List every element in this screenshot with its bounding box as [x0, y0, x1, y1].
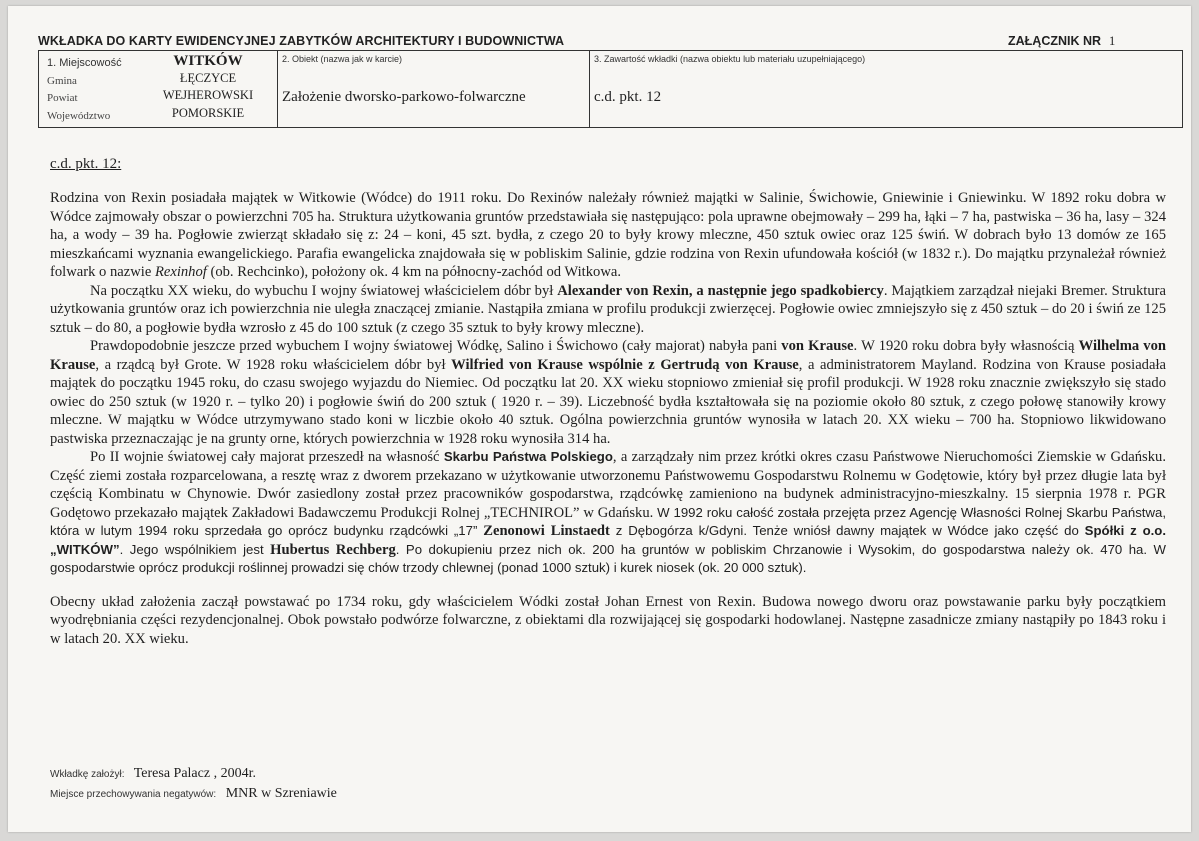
- locality-label: 1. Miejscowość: [47, 57, 122, 69]
- object-label: 2. Obiekt (nazwa jak w karcie): [282, 54, 403, 64]
- annex-label: [1008, 34, 1115, 49]
- annex-label-text: ZAŁĄCZNIK NR: [1008, 34, 1102, 48]
- annex-number: 1: [1109, 34, 1116, 48]
- section-reference: c.d. pkt. 12:: [50, 156, 122, 172]
- object-cell: [277, 51, 590, 127]
- p1-end: (ob. Rechcinko), położony ok. 4 km na północny-zachód od Witkowa.: [206, 264, 621, 280]
- p1-italic: Rexinhof: [154, 264, 207, 280]
- county-label: Powiat: [47, 92, 78, 104]
- p2-c: . Majątkiem zarządzał niejaki Bremer. Struktura użytkowania gruntów oraz ich powierzchnia nie uległa znaczącej zmianie. Nastąpiła zmiana w profilu produkcji zwierzęcej. Pogłowie owiec zmniejszyło się z 450 sztuk – do 20 i świń ze 125 sztuk – do 80, a pogłowie bydła wzrosło z 45 do 100 sztuk (z czego 35 sztuk to były krowy mleczne).: [50, 282, 1166, 336]
- p4-d: W 1992 roku całość została przejęta przez Agencję Własności Rolnej Skarbu Państwa, która w lutym 1994 roku sprzedała go oprócz budynku rządcówki „17”: [50, 504, 1166, 538]
- paragraph-1: [50, 189, 1166, 282]
- contents-cell: [590, 51, 1182, 127]
- p1-text: Rodzina von Rexin posiadała majątek w Witkowie (Wódce) do 1911 roku. Do Rexinów należały również majątki w Salinie, Świchowie, Gniewinie i Gniewinku. W 1892 roku dobra w Wódce zajmowały obszar o powierzchni 705 ha. Struktura użytkowania gruntów przedstawiała się następująco: pola uprawne obejmowały – 299 ha, łąki – 7 ha, pastwiska – 36 ha, lasy – 324 ha, a wody – 39 ha. Pogłowie zwierząt składało się z: 24 – koni, 45 szt. bydła, z czego 20 to były krowy mleczne, 450 sztuk owiec oraz 125 świń. W dobrach było 13 domów ze 165 mieszkańcami wyznania ewangelickiego. Parafia ewangelicka znajdowała się w pobliskim Salinie, gdzie rodzina von Rexin ufundowała kościół (w 1832 r.). Do majątku przynależał również folwark o nazwie: [50, 190, 1166, 280]
- p4-a: Po II wojnie światowej cały majorat przeszedł na własność: [90, 449, 444, 465]
- p3-a: Prawdopodobnie jeszcze przed wybuchem I wojny światowej Wódkę, Salino i Świchowo (cały majorat) nabyła pani: [90, 338, 782, 354]
- p4-c: , a zarządzały nim przez krótki okres czasu Państwowe Nieruchomości Ziemskie w Gdańsku. Część ziemi została rozparcelowana, a resztę wraz z dworem przekazano w użytkowanie utworzonemu Państwowemu Gospodarstwu Rolnemu w Godętowie, który był przez długie lata był częścią Kombinatu w Chynowie. Dwór zasiedlony został przez pracowników gospodarstwa, rządcówkę zamieniono na budynek administracyjno-mieszkalny. 15 sierpnia 1978 r. PGR Godętowo przekazało majątek Zakładowi Badawczemu Produkcji Rolnej „TECHNIROL” w Gdańsku.: [50, 449, 1166, 521]
- paragraph-5: Obecny układ założenia zaczął powstawać po 1734 roku, gdy właścicielem Wódki został Johan Ernest von Rexin. Budowa nowego dworu oraz powstawanie parku były początkiem wyodrębniania części rezydencjonalnej. Obok powstało podwórze folwarczne, z obiektami dla rozwijającej się gospodarki hodowlanej. Następne zasadnicze zmiany nastąpiły po 1843 roku i w latach 20. XX wieku.: [50, 593, 1166, 647]
- object-value: Założenie dworsko-parkowo-folwarczne: [282, 89, 526, 105]
- negatives-value: MNR w Szreniawie: [225, 786, 337, 801]
- p4-e: Zenonowi Linstaedt: [483, 523, 610, 539]
- paragraph-3: [50, 337, 1166, 448]
- paragraph-2: [50, 282, 1166, 338]
- municipality-value: ŁĘCZYCE: [179, 71, 237, 85]
- p3-c: . W 1920 roku dobra były własnością: [853, 338, 1079, 354]
- p4-i: Hubertus Rechberg: [270, 541, 396, 558]
- author-label: Wkładkę założył:: [50, 769, 125, 780]
- contents-label: 3. Zawartość wkładki (nazwa obiektu lub materiału uzupełniającego): [594, 54, 866, 64]
- p2-b: Alexander von Rexin, a następnie jego spadkobiercy: [557, 282, 884, 299]
- p3-f: Wilfried von Krause wspólnie z Gertrudą von Krause: [451, 356, 799, 373]
- paragraph-4: [50, 448, 1166, 578]
- locality-value: WITKÓW: [173, 53, 243, 69]
- p4-g: Spółki z o.o. „WITKÓW”: [50, 523, 1167, 557]
- voivodeship-label: Województwo: [47, 110, 111, 122]
- footer-author: [50, 766, 256, 782]
- p4-f: z Dębogórza k/Gdyni. Tenże wniósł dawny majątek w Wódce jako część do: [609, 523, 1085, 538]
- negatives-label: Miejsce przechowywania negatywów:: [50, 789, 217, 800]
- county-value: WEJHEROWSKI: [162, 88, 254, 102]
- p3-g: , a administratorem Mayland. Rodzina von Krause posiadała majątek do początku 1945 roku, do czasu swojego wyjazdu do Niemiec. Od początku lat 20. XX wieku stopniowo zmieniał się profil produkcji. W 1928 roku znacznie zwiększyło się stado owiec do 250 sztuk (w 1920 r. – tylko 20) i pogłowie świń do 200 sztuk ( 1920 r. – 39). Liczebność bydła kształtowała się na poziomie około 80 sztuk, z czego połowę stanowiły krowy mleczne. W majątku w Wódce utrzymywano stado koni w liczbie około 40 sztuk. Ogólna powierzchnia gruntów wynosiła w latach 20. XX wieku – 700 ha. Stopniowo likwidowano pastwiska przeznaczając je na grunty orne, których powierzchnia w 1928 roku wynosiła 314 ha.: [50, 356, 1166, 447]
- body-text: [50, 189, 1166, 648]
- author-value: Teresa Palacz , 2004r.: [133, 766, 256, 781]
- footer-negatives: [50, 786, 337, 802]
- p4-b: Skarbu Państwa Polskiego: [443, 449, 613, 464]
- p3-e: , a rządcą był Grote. W 1928 roku właścicielem dóbr był: [95, 356, 452, 373]
- p2-a: Na początku XX wieku, do wybuchu I wojny światowej właścicielem dóbr był: [90, 282, 558, 299]
- p3-b: von Krause: [781, 338, 854, 354]
- municipality-label: Gmina: [47, 75, 77, 87]
- contents-value: c.d. pkt. 12: [594, 89, 662, 105]
- document-sheet: [8, 6, 1191, 832]
- p3-d: Wilhelma von Krause: [50, 338, 1167, 373]
- location-cell: [39, 51, 278, 127]
- voivodeship-value: POMORSKIE: [171, 106, 245, 120]
- p4-h: . Jego wspólnikiem jest: [119, 541, 271, 557]
- form-title: WKŁADKA DO KARTY EWIDENCYJNEJ ZABYTKÓW ARCHITEKTURY I BUDOWNICTWA: [38, 34, 565, 48]
- p4-j: . Po dokupieniu przez nich ok. 200 ha gruntów w pobliskim Chrzanowie i Wysokim, do gospodarstwa należy ok. 470 ha. W gospodarstwie oprócz produkcji roślinnej prowadzi się chów trzody chlewnej (ponad 1000 sztuk) i kurek niosek (ok. 20 000 sztuk).: [50, 541, 1166, 575]
- header-table: [38, 51, 1183, 128]
